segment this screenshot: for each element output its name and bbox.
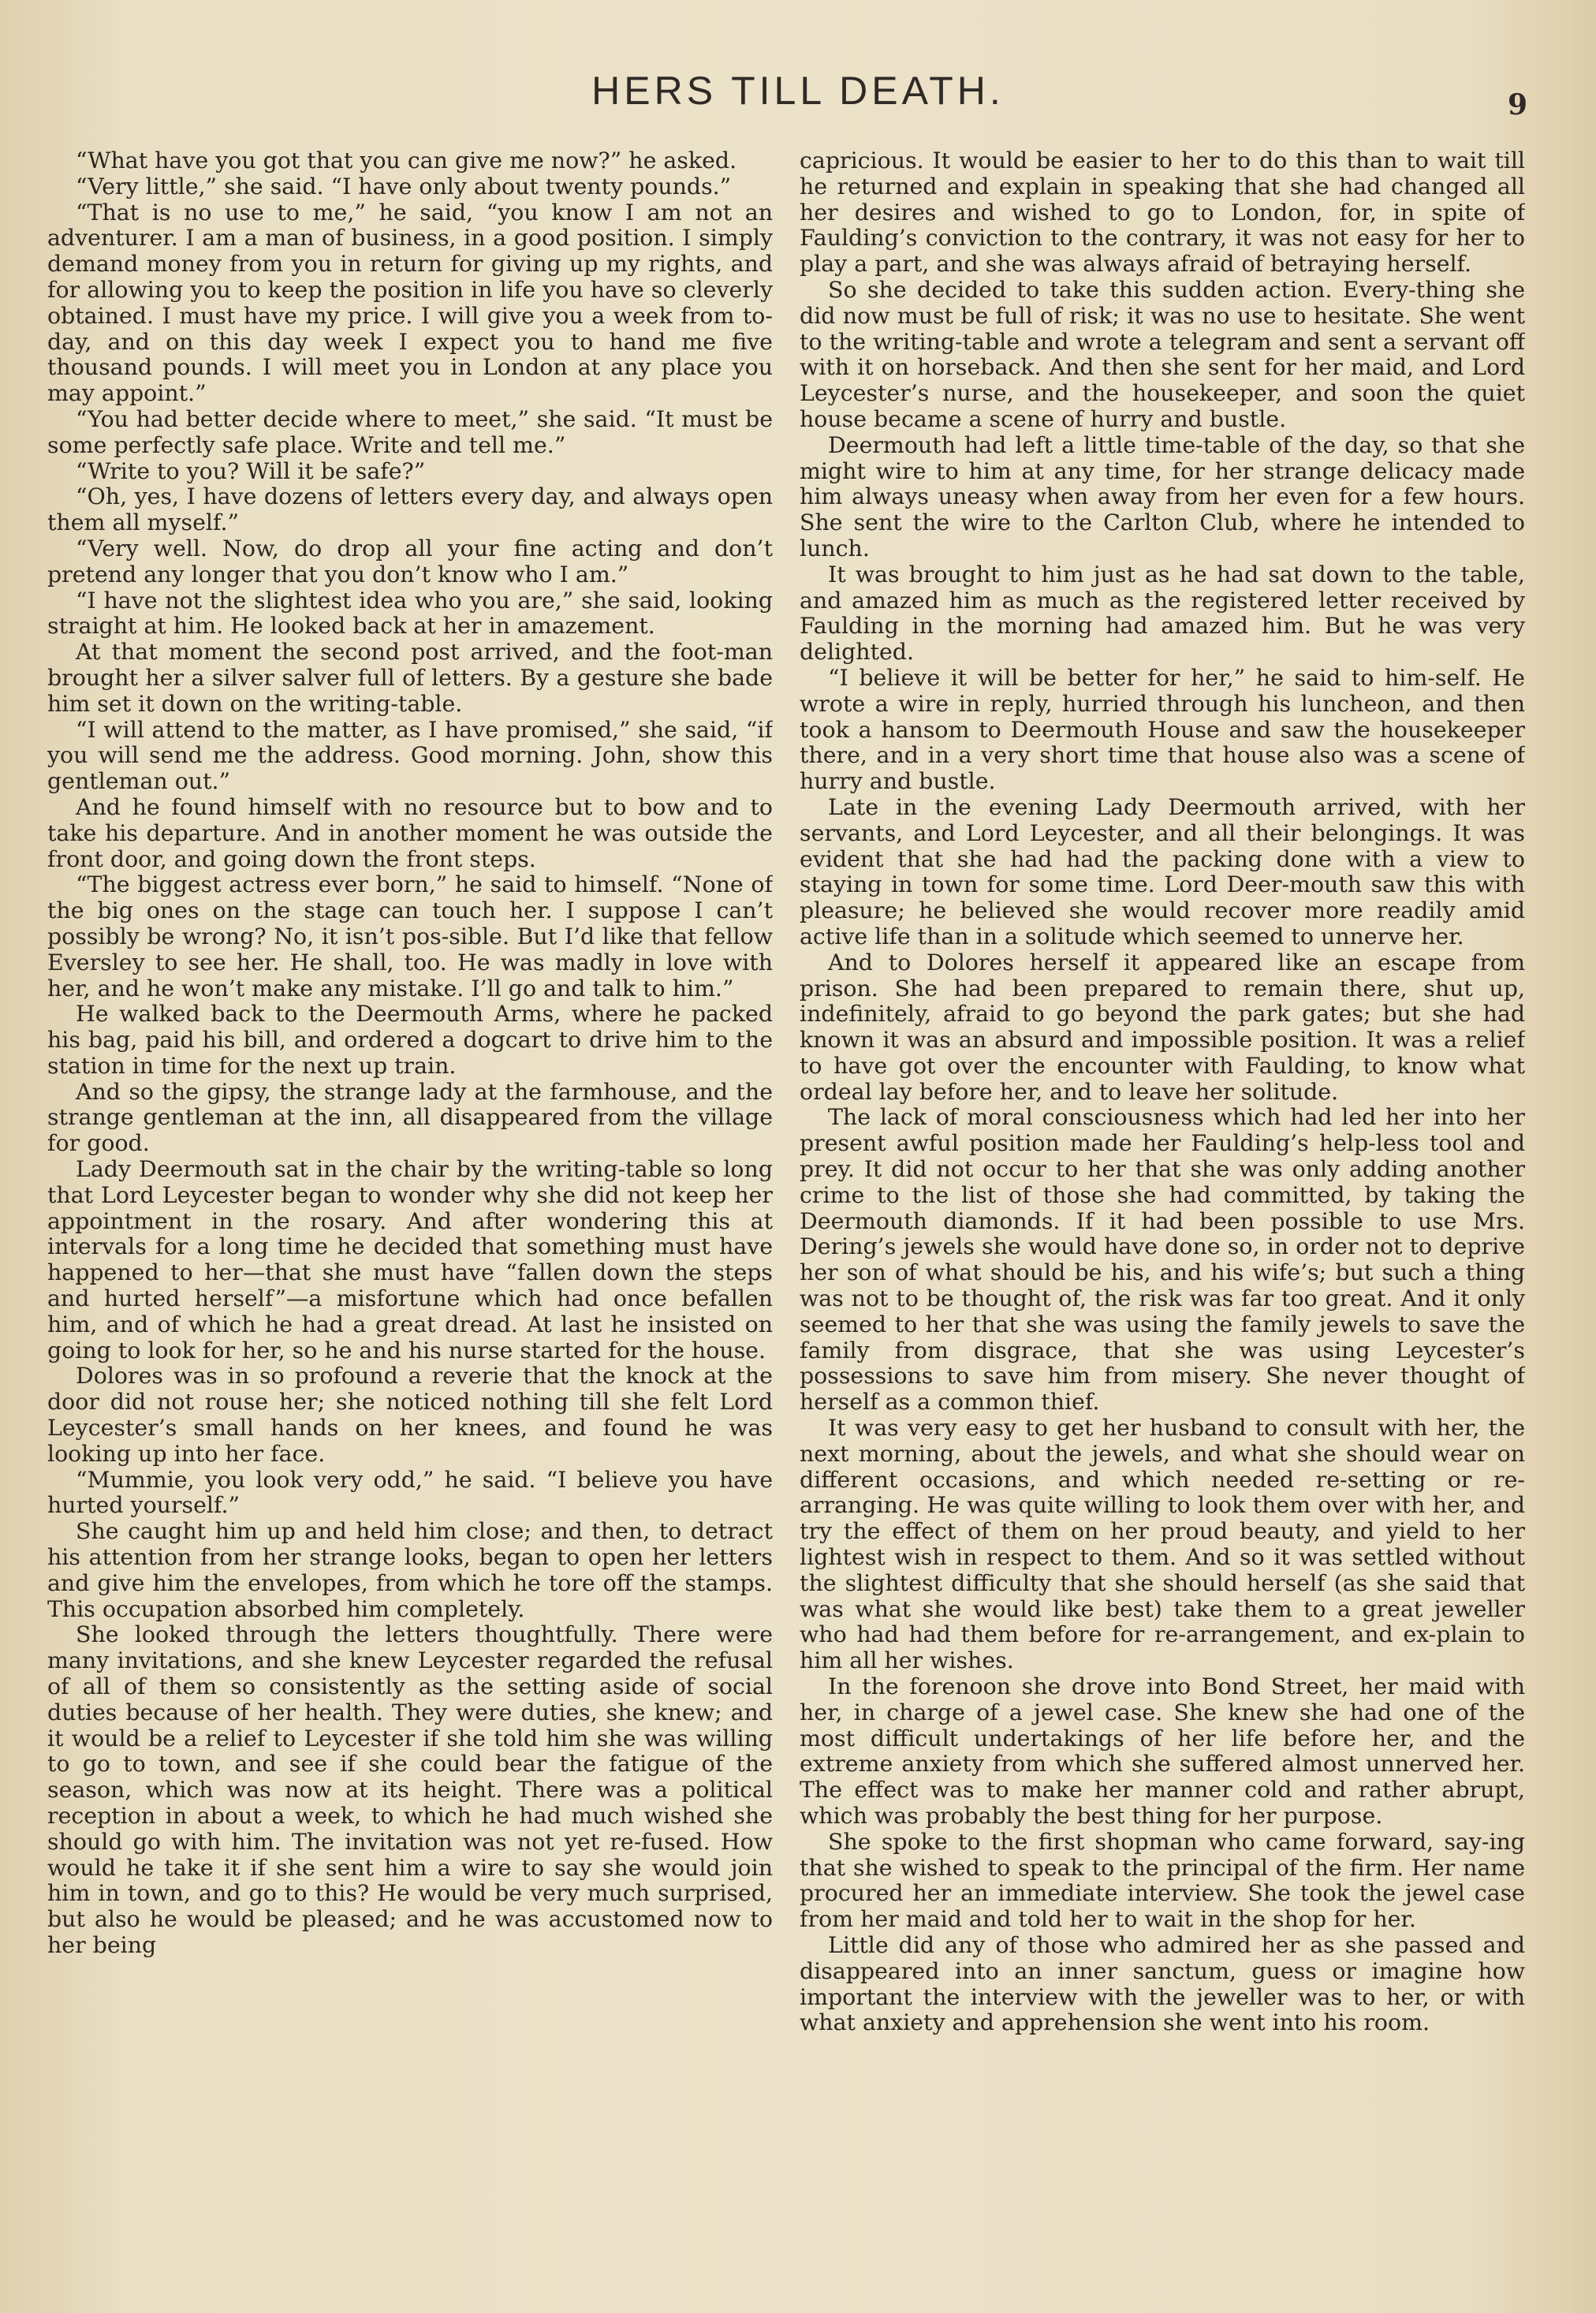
paragraph: At that moment the second post arrived, and the foot-man brought her a silver salver full of letters. By a gesture she bade him set it down on the writing-table. [47,639,773,717]
paragraph: And to Dolores herself it appeared like an escape from prison. She had been prepared to remain there, shut up, indefinitely, afraid to go beyond the park gates; but she had known it was an absurd and impossible position. It was a relief to have got over the encounter with Faulding, to know what ordeal lay before her, and to leave her solitude. [800,949,1525,1105]
paragraph: Little did any of those who admired her as she passed and disappeared into an inner sanctum, guess or imagine how important the interview with the jeweller was to her, or with what anxiety and apprehension she went into his room. [800,1931,1525,2036]
left-column [47,148,773,2293]
paragraph: “Very well. Now, do drop all your fine acting and don’t pretend any longer that you don’t know who I am.” [47,535,773,588]
paragraph: She caught him up and held him close; and then, to detract his attention from her strange looks, began to open her letters and give him the envelopes, from which he tore off the stamps. This occupation absorbed him completely. [47,1518,773,1622]
page-number: 9 [1508,88,1528,121]
paragraph: “Oh, yes, I have dozens of letters every day, and always open them all myself.” [47,483,773,536]
paragraph: Late in the evening Lady Deermouth arrived, with her servants, and Lord Leycester, and all their belongings. It was evident that she had had the packing done with a view to staying in town for some time. Lord Deer-mouth saw this with pleasure; he believed she would recover more readily amid active life than in a solitude which seemed to unnerve her. [800,793,1525,949]
paragraph: “I will attend to the matter, as I have promised,” she said, “if you will send me the address. Good morning. John, show this gentleman out.” [47,716,773,795]
paragraph: “What have you got that you can give me now?” he asked. [76,148,737,173]
paragraph: She spoke to the first shopman who came forward, say-ing that she wished to speak to the principal of the firm. Her name procured her an immediate interview. She took the jewel case from her maid and told her to wait in the shop for her. [800,1828,1525,1933]
paragraph: “Very little,” she said. “I have only about twenty pounds.” [76,173,732,200]
paragraph: And so the gipsy, the strange lady at the farmhouse, and the strange gentleman at the inn, all disappeared from the village for good. [47,1078,773,1157]
paragraph: He walked back to the Deermouth Arms, where he packed his bag, paid his bill, and ordered a dogcart to drive him to the station in time for the next up train. [47,1001,773,1079]
paragraph: So she decided to take this sudden action. Every-thing she did now must be full of risk; it was no use to hesitate. She went to the writing-table and wrote a telegram and sent a servant off with it on horseback. And then she sent for her maid, and Lord Leycester’s nurse, and the housekeeper, and soon the quiet house became a scene of hurry and bustle. [800,276,1525,432]
paragraph: “Write to you? Will it be safe?” [76,457,426,484]
paragraph: “You had better decide where to meet,” she said. “It must be some perfectly safe place. Write and tell me.” [47,405,773,458]
paragraph: And he found himself with no resource but to bow and to take his departure. And in another moment he was outside the front door, and going down the front steps. [47,793,773,872]
paragraph: “That is no use to me,” he said, “you know I am not an adventurer. I am a man of business, in a good position. I simply demand money from you in return for giving up my rights, and for allowing you to keep the position in life you have so cleverly obtained. I must have my price. I will give you a week from to-day, and on this day week I expect you to hand me five thousand pounds. I will meet you in London at any place you may appoint.” [47,199,773,407]
page-title: HERS TILL DEATH. [591,69,1005,113]
paragraph: In the forenoon she drove into Bond Street, her maid with her, in charge of a jewel case. She knew she had one of the most difficult undertakings of her life before her, and the extreme anxiety from which she suffered almost unnerved her. The effect was to make her manner cold and rather abrupt, which was probably the best thing for her purpose. [800,1673,1525,1829]
paragraph: It was very easy to get her husband to consult with her, the next morning, about the jewels, and what she should wear on different occasions, and which needed re-setting or re-arranging. He was quite willing to look them over with her, and try the effect of them on her proud beauty, and yield to her lightest wish in respect to them. And so it was settled without the slightest difficulty that she should herself (as she said that was what she would like best) take them to a great jeweller who had had them before for re-arrangement, and ex-plain to him all her wishes. [800,1415,1525,1674]
paragraph: “I have not the slightest idea who you are,” she said, looking straight at him. He looked back at her in amazement. [47,587,773,640]
paragraph: “I believe it will be better for her,” he said to him-self. He wrote a wire in reply, hurried through his luncheon, and then took a hansom to Deermouth House and saw the housekeeper there, and in a very short time that house also was a scene of hurry and bustle. [800,664,1525,795]
paragraph: Lady Deermouth sat in the chair by the writing-table so long that Lord Leycester began to wonder why she did not keep her appointment in the rosary. And after wondering this at intervals for a long time he decided that something must have happened to her—that she must have “fallen down the steps and hurted herself”—a misfortune which had once befallen him, and of which he had a great dread. At last he insisted on going to look for her, so he and his nurse started for the house. [47,1156,773,1364]
paragraph: “Mummie, you look very odd,” he said. “I believe you have hurted yourself.” [47,1466,773,1519]
paragraph: The lack of moral consciousness which had led her into her present awful position made her Faulding’s help-less tool and prey. It did not occur to her that she was only adding another crime to the list of those she had committed, by taking the Deermouth diamonds. If it had been possible to use Mrs. Dering’s jewels she would have done so, in order not to deprive her son of what should be his, and his wife’s; but such a thing was not to be thought of, the risk was far too great. And it only seemed to her that she was using the family jewels to save the family from disgrace, that she was using Leycester’s possessions to save him from misery. She never thought of herself as a common thief. [800,1104,1525,1416]
paragraph: It was brought to him just as he had sat down to the table, and amazed him as much as the registered letter received by Faulding in the morning had amazed him. But he was very delighted. [800,561,1525,666]
paragraph: capricious. It would be easier to her to do this than to wait till he returned and explain in speaking that she had changed all her desires and wished to go to London, for, in spite of Faulding’s conviction to the contrary, it was not easy for her to play a part, and she was always afraid of betraying herself. [800,148,1525,278]
paragraph: “The biggest actress ever born,” he said to himself. “None of the big ones on the stage can touch her. I suppose I can’t possibly be wrong? No, it isn’t pos-sible. But I’d like that fellow Eversley to see her. He shall, too. He was madly in love with her, and he won’t make any mistake. I’ll go and talk to him.” [47,871,773,1002]
paragraph: She looked through the letters thoughtfully. There were many invitations, and she knew Leycester regarded the refusal of all of them so consistently as the setting aside of social duties because of her health. They were duties, she knew; and it would be a relief to Leycester if she told him she was willing to go to town, and see if she could bear the fatigue of the season, which was now at its height. There was a political reception in about a week, to which he had much wished she should go with him. The invitation was not yet re-fused. How would he take it if she sent him a wire to say she would join him in town, and go to this? He would be very much surprised, but also he would be pleased; and he was accustomed now to her being [47,1621,773,1958]
right-column [800,148,1525,2293]
paragraph: Dolores was in so profound a reverie that the knock at the door did not rouse her; she noticed nothing till she felt Lord Leycester’s small hands on her knees, and found he was looking up into her face. [47,1363,773,1467]
paragraph: Deermouth had left a little time-table of the day, so that she might wire to him at any time, for her strange delicacy made him always uneasy when away from her even for a few hours. She sent the wire to the Carlton Club, where he intended to lunch. [800,431,1525,561]
